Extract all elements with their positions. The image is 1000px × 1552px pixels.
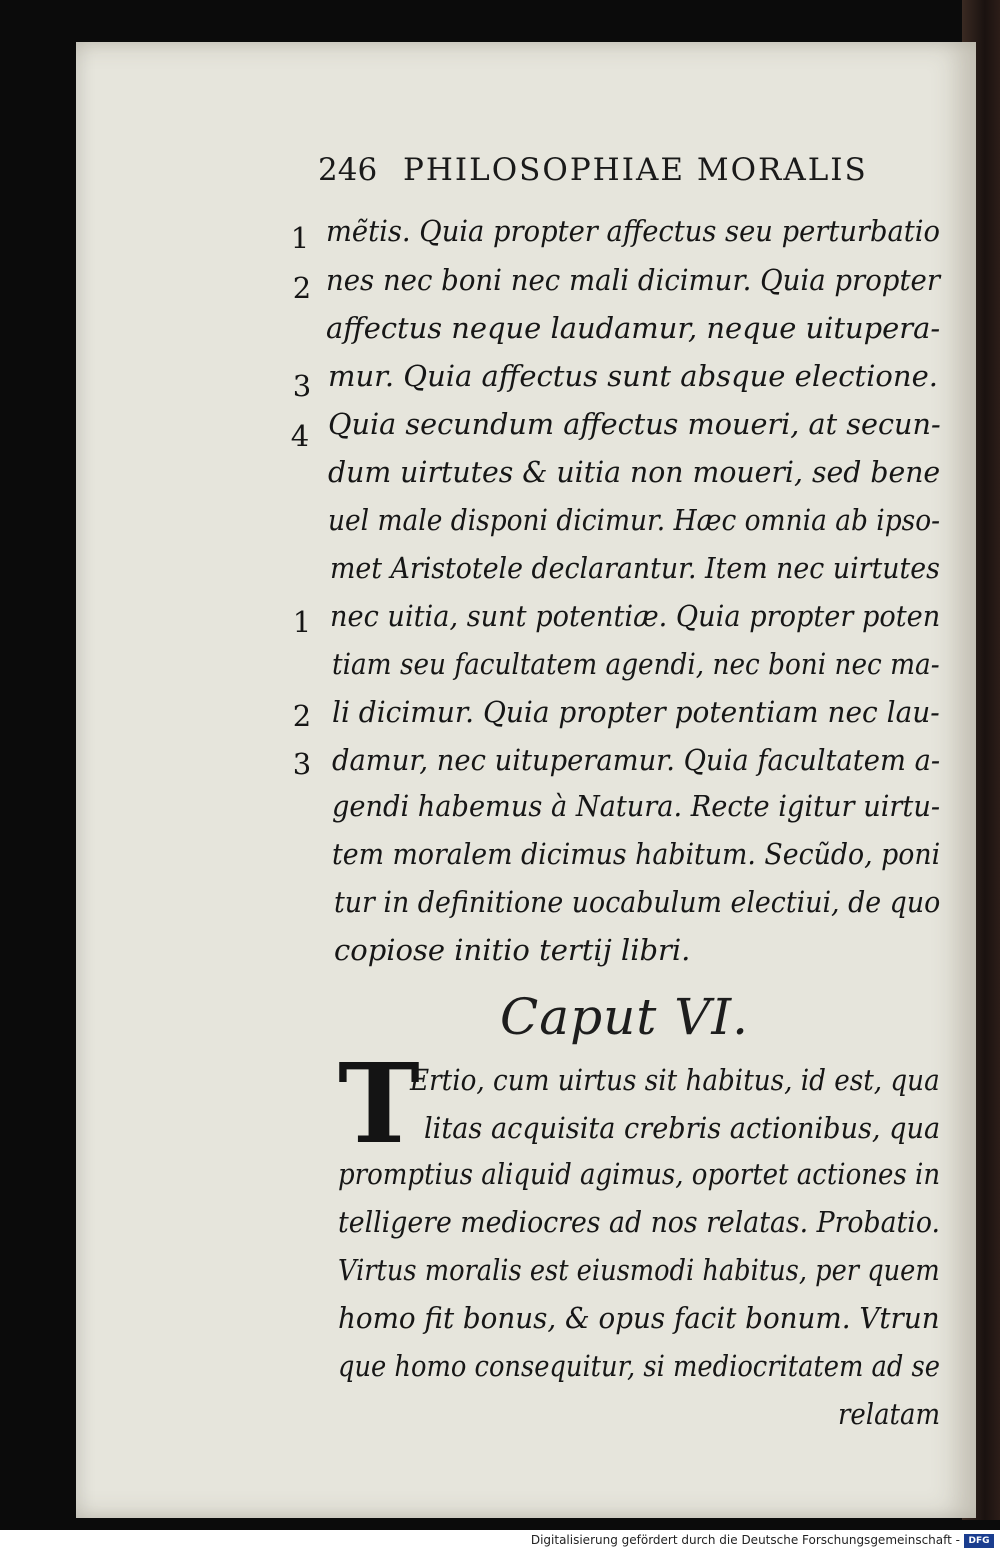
- chapter-line: que homo consequitur, si mediocritatem ad se: [338, 1349, 940, 1383]
- chapter-line: promptius aliquid agimus, oportet actiones in: [338, 1157, 941, 1191]
- running-title: PHILOSOPHIAE MORALIS: [403, 152, 868, 188]
- digitization-footer: [0, 1530, 1000, 1552]
- text-line: copiose initio tertij libri.: [334, 933, 691, 967]
- text-line: nes nec boni nec mali dicimur. Quia propter: [326, 263, 940, 297]
- text-line: damur, nec uituperamur. Quia facultatem a-: [332, 743, 941, 777]
- text-line: li dicimur. Quia propter potentiam nec lau-: [332, 695, 940, 729]
- text-line: tem moralem dicimus habitum. Secũdo, poni: [332, 837, 941, 871]
- catchword: relatam: [838, 1397, 941, 1431]
- text-line: uel male disponi dicimur. Hæc omnia ab ipso-: [328, 503, 941, 537]
- margin-number: 3: [292, 747, 312, 781]
- text-line: mur. Quia affectus sunt absque electione.: [328, 359, 938, 393]
- dfg-logo-icon: DFG: [964, 1534, 994, 1548]
- margin-number: 1: [290, 221, 310, 255]
- chapter-line: telligere mediocres ad nos relatas. Probatio.: [338, 1205, 940, 1239]
- running-header: [318, 152, 918, 188]
- chapter-line: litas acquisita crebris actionibus, qua: [424, 1111, 941, 1145]
- drop-cap: T: [338, 1039, 420, 1168]
- chapter-line: Ertio, cum uirtus sit habitus, id est, qua: [410, 1063, 940, 1097]
- text-line: affectus neque laudamur, neque uitupera-: [326, 311, 941, 345]
- text-line: gendi habemus à Natura. Recte igitur uirtu-: [332, 789, 941, 823]
- chapter-heading: Caput VI.: [500, 988, 750, 1046]
- text-line: nec uitia, sunt potentiæ. Quia propter poten: [330, 599, 941, 633]
- margin-number: 1: [292, 605, 312, 639]
- chapter-line: homo fit bonus, & opus facit bonum. Vtrun: [338, 1301, 940, 1335]
- text-line: tiam seu facultatem agendi, nec boni nec ma-: [332, 647, 940, 681]
- text-line: met Aristotele declarantur. Item nec uirtutes: [330, 551, 940, 585]
- text-line: tur in definitione uocabulum electiui, de quo: [334, 885, 941, 919]
- page-number: 246: [318, 152, 378, 188]
- footer-credit: Digitalisierung gefördert durch die Deutsche Forschungsgemeinschaft -: [530, 1533, 960, 1547]
- text-line: dum uirtutes & uitia non moueri, sed bene: [328, 455, 941, 489]
- margin-number: 2: [292, 271, 312, 305]
- margin-number: 3: [292, 369, 312, 403]
- text-line: mẽtis. Quia propter affectus seu perturbatio: [326, 214, 941, 248]
- chapter-line: Virtus moralis est eiusmodi habitus, per quem: [338, 1253, 940, 1287]
- text-line: Quia secundum affectus moueri, at secun-: [328, 407, 941, 441]
- margin-number: 4: [290, 419, 310, 453]
- margin-number: 2: [292, 699, 312, 733]
